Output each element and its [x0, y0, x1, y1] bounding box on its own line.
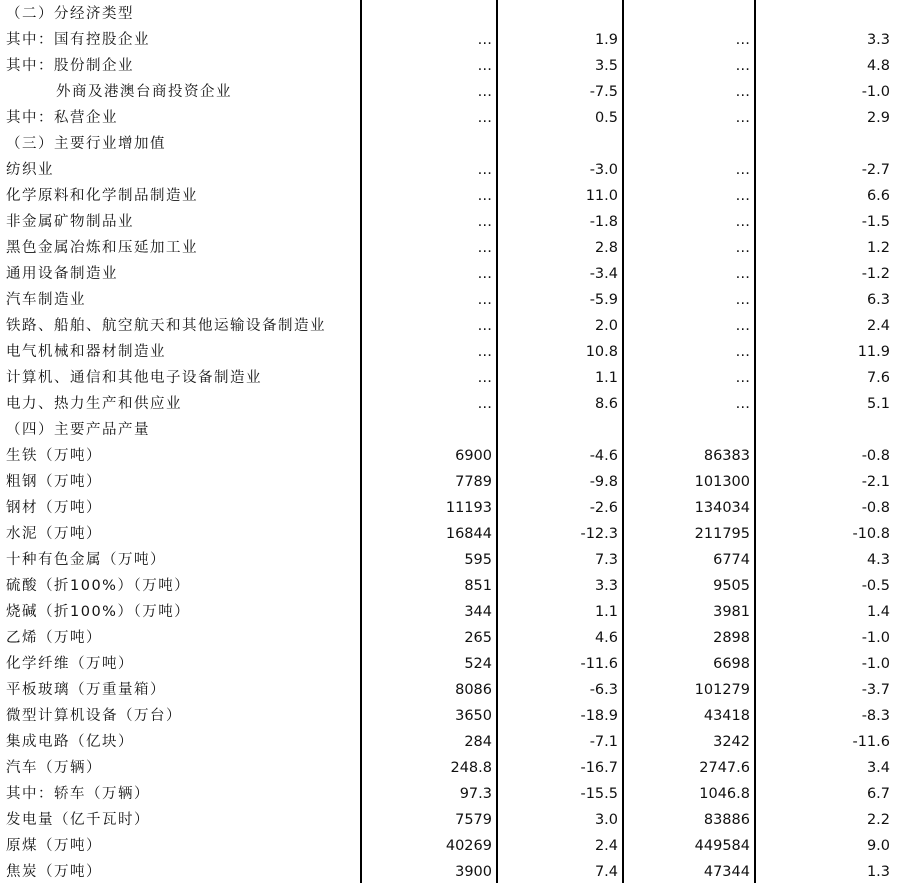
- table-row: [0, 183, 911, 209]
- value-cell: 1.1: [594, 370, 618, 386]
- row-label: 其中：国有控股企业: [6, 32, 150, 48]
- value-cell: 7789: [455, 474, 492, 490]
- value-cell: [624, 131, 750, 157]
- table-row: [0, 27, 911, 53]
- value-cell: 16844: [445, 526, 492, 542]
- row-label: 微型计算机设备（万台）: [6, 708, 182, 724]
- value-cell: 86383: [703, 448, 750, 464]
- value-cell: …: [477, 32, 492, 48]
- row-label: 汽车（万辆）: [6, 760, 102, 776]
- value-cell: 43418: [703, 708, 750, 724]
- value-cell: 9.0: [866, 838, 890, 854]
- value-cell: 0.5: [594, 110, 618, 126]
- row-label: 化学纤维（万吨）: [6, 656, 134, 672]
- table-row: [0, 859, 911, 885]
- row-label: 水泥（万吨）: [6, 526, 102, 542]
- value-cell: [362, 1, 492, 27]
- value-cell: …: [477, 162, 492, 178]
- value-cell: 10.8: [585, 344, 618, 360]
- value-cell: [498, 417, 618, 443]
- value-cell: [624, 417, 750, 443]
- value-cell: 6900: [455, 448, 492, 464]
- value-cell: -1.0: [861, 630, 890, 646]
- row-label: 外商及港澳台商投资企业: [56, 84, 232, 100]
- row-label: 平板玻璃（万重量箱）: [6, 682, 166, 698]
- table-row: [0, 313, 911, 339]
- value-cell: 2.2: [866, 812, 890, 828]
- row-label: 粗钢（万吨）: [6, 474, 102, 490]
- value-cell: 47344: [703, 864, 750, 880]
- value-cell: -3.0: [589, 162, 618, 178]
- value-cell: 2.0: [594, 318, 618, 334]
- value-cell: -12.3: [580, 526, 618, 542]
- value-cell: …: [477, 188, 492, 204]
- value-cell: 1.3: [866, 864, 890, 880]
- value-cell: -7.5: [589, 84, 618, 100]
- table-row: [0, 807, 911, 833]
- value-cell: 11193: [445, 500, 492, 516]
- value-cell: 6774: [713, 552, 750, 568]
- value-cell: …: [735, 318, 750, 334]
- value-cell: -2.6: [589, 500, 618, 516]
- value-cell: 1046.8: [699, 786, 750, 802]
- value-cell: 3.3: [866, 32, 890, 48]
- table-row: [0, 417, 911, 443]
- value-cell: -3.7: [861, 682, 890, 698]
- row-label: 烧碱（折100%）（万吨）: [6, 604, 191, 620]
- row-label: 电气机械和器材制造业: [6, 344, 166, 360]
- value-cell: 524: [464, 656, 492, 672]
- value-cell: -2.7: [861, 162, 890, 178]
- table-row: [0, 1, 911, 27]
- value-cell: 40269: [445, 838, 492, 854]
- table-row: [0, 495, 911, 521]
- row-label: （三）主要行业增加值: [6, 136, 166, 152]
- value-cell: -7.1: [589, 734, 618, 750]
- value-cell: …: [477, 240, 492, 256]
- table-row: [0, 469, 911, 495]
- value-cell: -11.6: [580, 656, 618, 672]
- value-cell: 6698: [713, 656, 750, 672]
- row-label: 其中：轿车（万辆）: [6, 786, 150, 802]
- value-cell: …: [477, 344, 492, 360]
- table-row: [0, 235, 911, 261]
- value-cell: 9505: [713, 578, 750, 594]
- row-label: 原煤（万吨）: [6, 838, 102, 854]
- table-row: [0, 339, 911, 365]
- row-label: 计算机、通信和其他电子设备制造业: [6, 370, 262, 386]
- table-row: [0, 729, 911, 755]
- value-cell: [756, 1, 890, 27]
- value-cell: 3.0: [594, 812, 618, 828]
- value-cell: -11.6: [852, 734, 890, 750]
- value-cell: …: [735, 188, 750, 204]
- value-cell: …: [477, 370, 492, 386]
- value-cell: …: [735, 58, 750, 74]
- table-row: [0, 755, 911, 781]
- value-cell: 3242: [713, 734, 750, 750]
- value-cell: …: [477, 396, 492, 412]
- table-row: [0, 261, 911, 287]
- value-cell: 344: [464, 604, 492, 620]
- table-row: [0, 365, 911, 391]
- value-cell: …: [477, 58, 492, 74]
- row-label: （四）主要产品产量: [6, 422, 150, 438]
- value-cell: …: [477, 84, 492, 100]
- value-cell: 2.9: [866, 110, 890, 126]
- value-cell: …: [735, 32, 750, 48]
- value-cell: 5.1: [866, 396, 890, 412]
- value-cell: 7.3: [594, 552, 618, 568]
- value-cell: [362, 417, 492, 443]
- value-cell: 248.8: [450, 760, 492, 776]
- value-cell: -1.8: [589, 214, 618, 230]
- value-cell: …: [735, 396, 750, 412]
- value-cell: 4.8: [866, 58, 890, 74]
- table-row: [0, 157, 911, 183]
- row-label: 乙烯（万吨）: [6, 630, 102, 646]
- value-cell: 3981: [713, 604, 750, 620]
- value-cell: 284: [464, 734, 492, 750]
- value-cell: 101279: [694, 682, 750, 698]
- value-cell: -4.6: [589, 448, 618, 464]
- value-cell: …: [477, 110, 492, 126]
- value-cell: …: [735, 110, 750, 126]
- table-row: [0, 443, 911, 469]
- value-cell: 595: [464, 552, 492, 568]
- value-cell: -1.0: [861, 656, 890, 672]
- value-cell: …: [477, 292, 492, 308]
- value-cell: [756, 417, 890, 443]
- table-row: [0, 53, 911, 79]
- value-cell: 8.6: [594, 396, 618, 412]
- value-cell: -1.5: [861, 214, 890, 230]
- value-cell: 265: [464, 630, 492, 646]
- value-cell: 3650: [455, 708, 492, 724]
- value-cell: -15.5: [580, 786, 618, 802]
- value-cell: -18.9: [580, 708, 618, 724]
- value-cell: -5.9: [589, 292, 618, 308]
- value-cell: 2.4: [594, 838, 618, 854]
- table-row: [0, 573, 911, 599]
- row-label: 纺织业: [6, 162, 54, 178]
- value-cell: 3.5: [594, 58, 618, 74]
- value-cell: -1.2: [861, 266, 890, 282]
- table-row: [0, 651, 911, 677]
- value-cell: 7.6: [866, 370, 890, 386]
- value-cell: 97.3: [459, 786, 492, 802]
- value-cell: 83886: [703, 812, 750, 828]
- value-cell: -2.1: [861, 474, 890, 490]
- table-row: [0, 79, 911, 105]
- value-cell: 6.7: [866, 786, 890, 802]
- value-cell: 2.4: [866, 318, 890, 334]
- table-row: [0, 209, 911, 235]
- value-cell: …: [735, 266, 750, 282]
- value-cell: 134034: [694, 500, 750, 516]
- table-row: [0, 521, 911, 547]
- value-cell: …: [477, 318, 492, 334]
- table-row: [0, 105, 911, 131]
- value-cell: -9.8: [589, 474, 618, 490]
- value-cell: [362, 131, 492, 157]
- value-cell: …: [735, 84, 750, 100]
- value-cell: -3.4: [589, 266, 618, 282]
- value-cell: -6.3: [589, 682, 618, 698]
- table-row: [0, 391, 911, 417]
- value-cell: 851: [464, 578, 492, 594]
- table-row: [0, 599, 911, 625]
- table-row: [0, 833, 911, 859]
- value-cell: …: [735, 370, 750, 386]
- value-cell: …: [735, 162, 750, 178]
- row-label: 黑色金属冶炼和压延加工业: [6, 240, 198, 256]
- table-row: [0, 131, 911, 157]
- value-cell: [498, 1, 618, 27]
- value-cell: 8086: [455, 682, 492, 698]
- value-cell: 1.1: [594, 604, 618, 620]
- table-row: [0, 781, 911, 807]
- row-label: 焦炭（万吨）: [6, 864, 102, 880]
- value-cell: 2.8: [594, 240, 618, 256]
- value-cell: 1.9: [594, 32, 618, 48]
- row-label: （二）分经济类型: [6, 6, 134, 22]
- value-cell: -1.0: [861, 84, 890, 100]
- value-cell: 3.3: [594, 578, 618, 594]
- row-label: 其中：私营企业: [6, 110, 118, 126]
- value-cell: 2898: [713, 630, 750, 646]
- value-cell: 449584: [694, 838, 750, 854]
- value-cell: …: [735, 292, 750, 308]
- value-cell: 3900: [455, 864, 492, 880]
- value-cell: -10.8: [852, 526, 890, 542]
- row-label: 其中：股份制企业: [6, 58, 134, 74]
- value-cell: …: [477, 214, 492, 230]
- value-cell: 6.3: [866, 292, 890, 308]
- row-label: 化学原料和化学制品制造业: [6, 188, 198, 204]
- value-cell: 101300: [694, 474, 750, 490]
- row-label: 集成电路（亿块）: [6, 734, 134, 750]
- table-row: [0, 703, 911, 729]
- value-cell: 1.2: [866, 240, 890, 256]
- value-cell: 2747.6: [699, 760, 750, 776]
- table-row: [0, 287, 911, 313]
- value-cell: -0.8: [861, 500, 890, 516]
- row-label: 非金属矿物制品业: [6, 214, 134, 230]
- value-cell: 11.0: [585, 188, 618, 204]
- value-cell: …: [735, 214, 750, 230]
- row-label: 汽车制造业: [6, 292, 86, 308]
- value-cell: 7.4: [594, 864, 618, 880]
- row-label: 十种有色金属（万吨）: [6, 552, 166, 568]
- value-cell: 4.3: [866, 552, 890, 568]
- value-cell: 1.4: [866, 604, 890, 620]
- value-cell: [498, 131, 618, 157]
- table-row: [0, 677, 911, 703]
- row-label: 生铁（万吨）: [6, 448, 102, 464]
- value-cell: 211795: [694, 526, 750, 542]
- value-cell: …: [735, 240, 750, 256]
- value-cell: 11.9: [857, 344, 890, 360]
- value-cell: 7579: [455, 812, 492, 828]
- row-label: 电力、热力生产和供应业: [6, 396, 182, 412]
- row-label: 钢材（万吨）: [6, 500, 102, 516]
- value-cell: -8.3: [861, 708, 890, 724]
- value-cell: -0.5: [861, 578, 890, 594]
- value-cell: 4.6: [594, 630, 618, 646]
- value-cell: …: [735, 344, 750, 360]
- value-cell: -16.7: [580, 760, 618, 776]
- value-cell: 3.4: [866, 760, 890, 776]
- row-label: 硫酸（折100%）（万吨）: [6, 578, 191, 594]
- value-cell: [624, 1, 750, 27]
- row-label: 通用设备制造业: [6, 266, 118, 282]
- table-row: [0, 625, 911, 651]
- value-cell: [756, 131, 890, 157]
- row-label: 发电量（亿千瓦时）: [6, 812, 150, 828]
- row-label: 铁路、船舶、航空航天和其他运输设备制造业: [6, 318, 326, 334]
- table-row: [0, 547, 911, 573]
- value-cell: -0.8: [861, 448, 890, 464]
- value-cell: …: [477, 266, 492, 282]
- value-cell: 6.6: [866, 188, 890, 204]
